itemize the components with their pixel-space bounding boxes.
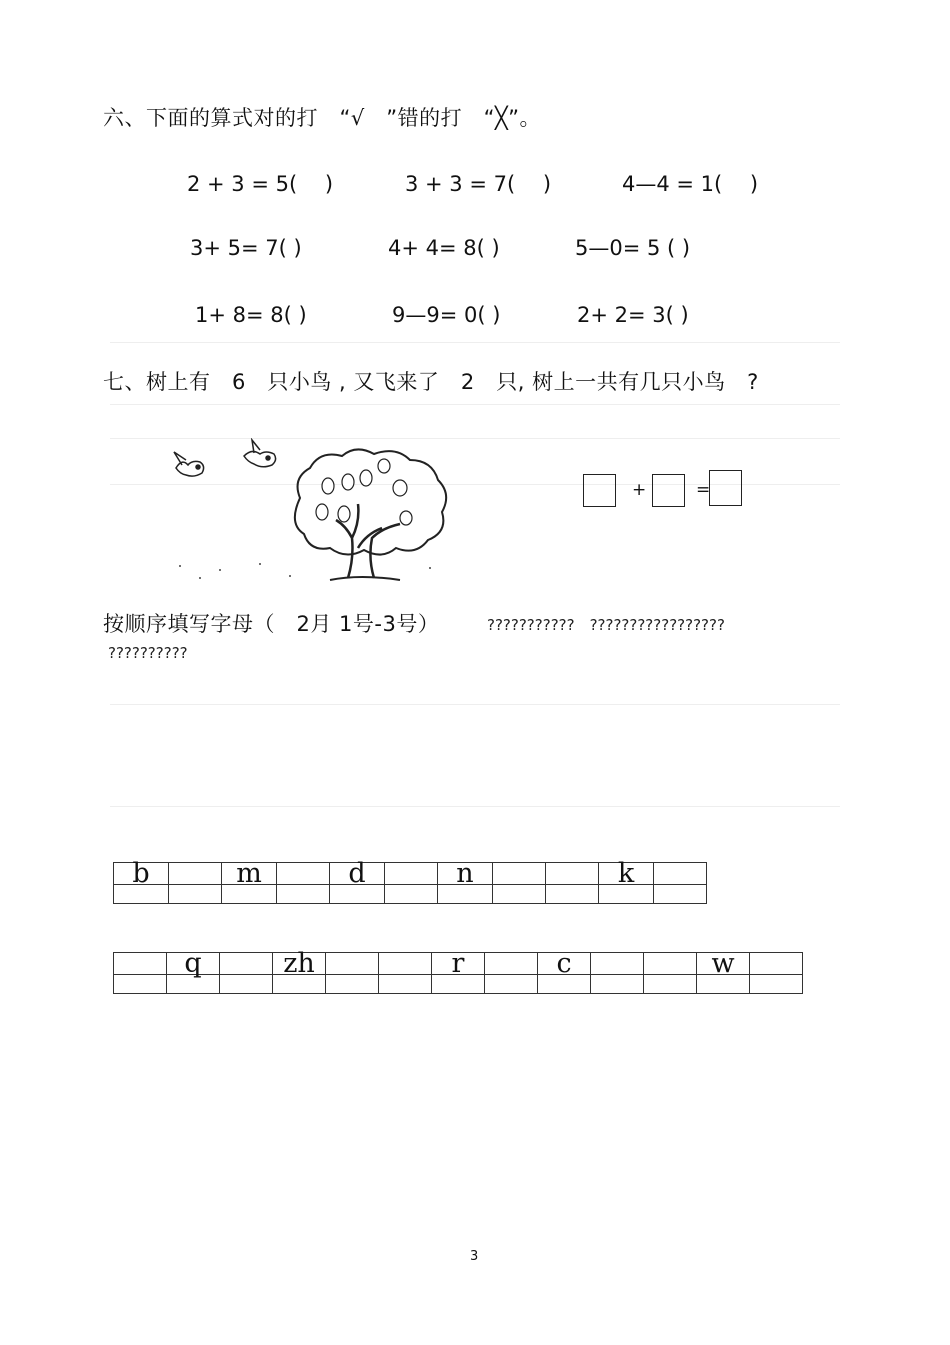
page-number: 3	[470, 1249, 479, 1264]
grid-cell[interactable]	[546, 863, 599, 885]
grid-cell[interactable]: n	[438, 863, 493, 885]
grid-cell[interactable]: d	[330, 863, 385, 885]
equals-sign: =	[696, 480, 711, 500]
grid-cell[interactable]	[644, 953, 697, 975]
grid-cell[interactable]	[326, 953, 379, 975]
tree-icon	[295, 449, 446, 554]
answer-box-3[interactable]	[709, 470, 742, 506]
equation-1-1: 2 + 3 = 5( )	[187, 172, 334, 196]
section6-title: 六、下面的算式对的打 “√ ”错的打 “╳”。	[103, 106, 542, 130]
letter-grid-1	[113, 858, 707, 904]
garbled-text-line-1: ??????????? ?????????????????	[487, 616, 725, 634]
letters-title: 按顺序填写字母（ 2月 1号-3号）	[103, 612, 440, 636]
letter-grid-2	[113, 948, 803, 994]
grid-cell[interactable]	[654, 863, 707, 885]
grid-cell[interactable]	[485, 953, 538, 975]
plus-sign: +	[632, 480, 647, 500]
bird-icon	[244, 440, 276, 467]
grid-cell[interactable]: q	[167, 953, 220, 975]
grid-cell[interactable]: r	[432, 953, 485, 975]
equation-2-2: 4+ 4= 8( )	[388, 236, 500, 260]
garbled-text-line-2: ??????????	[108, 644, 188, 662]
grid-cell[interactable]	[750, 953, 803, 975]
grid-cell[interactable]: zh	[273, 953, 326, 975]
grid-cell[interactable]	[114, 953, 167, 975]
grid-cell[interactable]	[591, 953, 644, 975]
grid-cell[interactable]: m	[222, 863, 277, 885]
equation-3-1: 1+ 8= 8( )	[195, 303, 307, 327]
section7-title: 七、树上有 6 只小鸟 , 又飞来了 2 只, 树上一共有几只小鸟 ?	[103, 370, 759, 394]
grid-cell[interactable]: c	[538, 953, 591, 975]
equation-2-3: 5—0= 5 ( )	[575, 236, 691, 260]
grid-cell[interactable]	[379, 953, 432, 975]
equation-3-2: 9—9= 0( )	[392, 303, 501, 327]
birds-tree-illustration	[160, 438, 455, 583]
grid-cell[interactable]	[277, 863, 330, 885]
grid-cell[interactable]	[385, 863, 438, 885]
equation-1-2: 3 + 3 = 7( )	[405, 172, 552, 196]
answer-box-1[interactable]	[583, 474, 616, 507]
grid-cell[interactable]	[493, 863, 546, 885]
grid-cell[interactable]: w	[697, 953, 750, 975]
equation-2-1: 3+ 5= 7( )	[190, 236, 302, 260]
bird-icon	[174, 452, 204, 476]
answer-box-2[interactable]	[652, 474, 685, 507]
grid-cell[interactable]	[169, 863, 222, 885]
equation-1-3: 4—4 = 1( )	[622, 172, 759, 196]
grid-cell[interactable]: b	[114, 863, 169, 885]
grid-cell[interactable]: k	[599, 863, 654, 885]
equation-3-3: 2+ 2= 3( )	[577, 303, 689, 327]
grid-cell[interactable]	[220, 953, 273, 975]
